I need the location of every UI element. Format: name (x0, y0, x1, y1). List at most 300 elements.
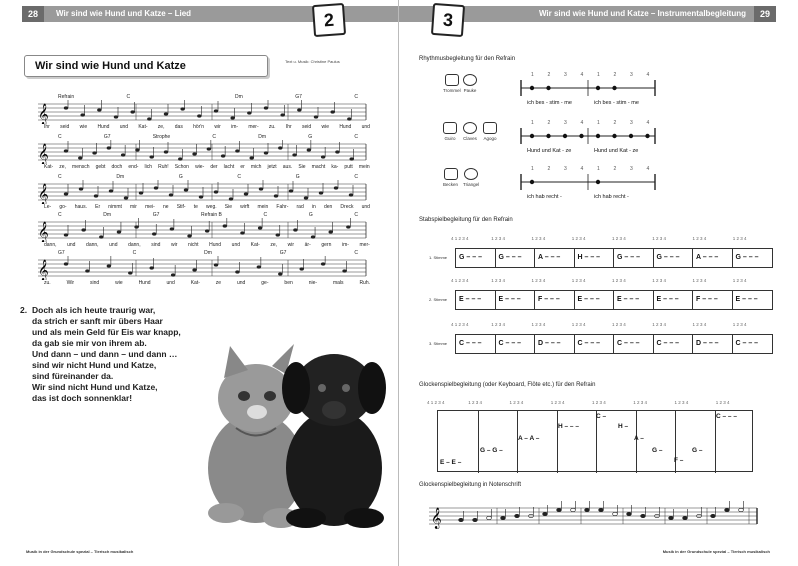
bell-note: A – (634, 435, 644, 442)
note (342, 261, 346, 273)
bar-count: 1 2 3 4 (732, 236, 747, 241)
lyric-syllable: Dreck (340, 204, 354, 210)
lyric-syllable: und (237, 280, 246, 286)
chord-symbol: C (58, 212, 62, 218)
left-page-number: 28 (22, 6, 44, 22)
note (229, 189, 233, 201)
beat-count: 2 (547, 72, 551, 78)
note (278, 140, 282, 150)
chord-symbols (58, 174, 358, 180)
bar-count: 4 1 2 3 4 (451, 236, 469, 241)
voice-label: 2. Stimme (429, 297, 448, 302)
beat-count: 1 (531, 72, 534, 78)
treble-clef-icon: 𝄞 (38, 222, 49, 242)
staff (38, 100, 368, 124)
voice-cell: E – – – (735, 296, 758, 303)
bell-note: C – – – (716, 413, 737, 420)
bell-count-row (427, 400, 757, 405)
instrument-icon (483, 122, 497, 134)
bar-count: 1 2 3 4 (571, 322, 586, 327)
verse-number: 2. (20, 305, 28, 315)
note (214, 101, 218, 113)
instrument-claves (463, 122, 477, 141)
lyric-syllable: und (361, 204, 370, 210)
beat-count: 1 (597, 72, 600, 78)
lyric-syllable: seid (60, 124, 70, 130)
book-icon-2: 2 (312, 3, 346, 37)
note (244, 184, 248, 196)
bar-count: 1 2 3 4 (692, 236, 707, 241)
beat-count: 2 (613, 72, 617, 78)
chord-symbol: Dm (116, 174, 125, 180)
note (292, 145, 296, 157)
instrument-icon (444, 168, 458, 180)
rhythm-text: ich hab recht - (594, 194, 629, 200)
lyric-syllable: dann, (86, 242, 99, 248)
right-page-number: 29 (754, 6, 776, 22)
staff-line-1 (38, 94, 370, 130)
note (641, 507, 646, 518)
beat-count: 3 (564, 166, 567, 172)
lyric-syllable: Kat- (138, 124, 148, 130)
note (184, 180, 188, 192)
lyric-syllable: zu. (44, 280, 51, 286)
staff (38, 218, 368, 242)
voice-cell: C – – – (575, 335, 615, 353)
note (501, 509, 506, 520)
note (124, 188, 128, 200)
note (154, 180, 158, 190)
lyric-syllable: mich (250, 164, 262, 170)
note (321, 256, 325, 266)
lyric-syllable: ze, (157, 124, 165, 130)
bar-count: 1 2 3 4 (692, 322, 707, 327)
treble-clef-icon: 𝄞 (38, 184, 49, 204)
lyric-syllable: mir (130, 204, 137, 210)
bar-count: 1 2 3 4 (732, 322, 747, 327)
note (64, 141, 68, 153)
note (725, 501, 730, 512)
chord-symbol: C (354, 250, 358, 256)
lyric-syllable: wie (79, 124, 88, 130)
lyric-syllable: Ihr (44, 124, 50, 130)
note (329, 222, 333, 234)
chord-symbol: C (237, 174, 242, 180)
note (64, 256, 68, 266)
note (739, 501, 744, 512)
verse-line: da strich er sanft mir übers Haar (32, 316, 163, 326)
chord-symbol: Dm (235, 94, 243, 100)
lyric-syllable: jetzt (267, 164, 277, 170)
note (276, 225, 280, 237)
lyric-syllable: end- (128, 164, 139, 170)
chord-symbol: C (354, 94, 358, 100)
beat-count: 1 (531, 120, 534, 126)
instrument-label: Claves (463, 136, 477, 141)
bell-note: H – – – (558, 423, 579, 430)
note (250, 148, 254, 160)
lyric-syllable: ne (163, 204, 169, 210)
rhythm-text: ich hab recht - (527, 194, 562, 200)
note (711, 507, 716, 518)
chord-symbols (58, 250, 358, 256)
voice-cell: F – – – (535, 291, 575, 309)
chord-symbol: G7 (58, 250, 65, 256)
note (669, 509, 674, 520)
lyric-syllable: Ihr (285, 124, 292, 130)
beat-count: 2 (613, 166, 617, 172)
song-title: Wir sind wie Hund und Katze (24, 55, 268, 77)
beat-dot (645, 134, 649, 138)
beat-dot (530, 180, 534, 184)
note (205, 221, 209, 233)
instrument-label: Triangel (463, 182, 480, 187)
lyric-syllable: Kat- (250, 242, 260, 248)
chord-symbol: G (295, 174, 300, 180)
note (171, 265, 175, 277)
note (543, 505, 548, 516)
left-header-title: Wir sind wie Hund und Katze – Lied (56, 9, 192, 18)
lyric-syllable: im- (341, 242, 349, 248)
bar-count: 4 1 2 3 4 (451, 278, 469, 283)
lyric-syllable: gebt (95, 164, 106, 170)
bell-note: C – (596, 413, 607, 420)
note (585, 501, 590, 512)
lyrics-line (44, 164, 370, 170)
verse-line: das ist doch sonnenklar! (32, 393, 133, 403)
verse-line: da gab sie mir von ihrem ab. (32, 338, 147, 348)
beat-dot (530, 134, 534, 138)
beat-count: 3 (564, 72, 567, 78)
note (214, 256, 218, 267)
note (599, 501, 604, 512)
chord-symbols (58, 134, 358, 140)
note (350, 149, 354, 161)
treble-clef-icon: 𝄞 (38, 260, 49, 280)
staff (38, 180, 368, 204)
lyric-syllable: Ruh! (158, 164, 169, 170)
note (114, 107, 118, 119)
rhythm-text: ich bes - stim - me (594, 100, 639, 106)
lyric-syllable: lacht (223, 164, 235, 170)
voice-cell: C – – – (456, 335, 496, 353)
treble-clef-icon: 𝄞 (38, 144, 49, 164)
lyric-syllable: Stif- (176, 204, 186, 210)
note (164, 104, 168, 116)
chord-symbol: C (58, 134, 62, 140)
bell-title: Glockenspielbegleitung (oder Keyboard, Flöte etc.) für den Refrain (419, 382, 596, 388)
beat-dot (546, 134, 550, 138)
chord-symbol: C (126, 94, 131, 100)
lyric-syllable: ze, (59, 164, 66, 170)
lyric-syllable: mer- (248, 124, 259, 130)
note (557, 501, 562, 512)
instrument-icon (463, 74, 477, 86)
left-footer: Musik in der Grundschule spezial – Tierisch musikalisch (26, 549, 134, 554)
verse-line: sind wir nicht Hund und Katze, (32, 360, 157, 370)
note (247, 103, 251, 115)
lyric-syllable: sind (151, 242, 161, 248)
note (78, 148, 82, 160)
note (64, 225, 68, 237)
note (349, 185, 353, 197)
beat-count: 2 (547, 120, 551, 126)
note (240, 223, 244, 235)
note (117, 222, 121, 234)
lyric-syllable: te (193, 204, 198, 210)
chord-symbol: G7 (103, 134, 111, 140)
rhythm-staff (519, 164, 659, 202)
voice-cell: A – – – (693, 249, 733, 267)
lyric-syllable: ge- (261, 280, 269, 286)
bar-count: 1 2 3 4 (491, 322, 506, 327)
voice-cell: H – – – (575, 249, 615, 267)
lyric-syllable: Kat- (190, 280, 200, 286)
bar-count: 1 2 3 4 (612, 278, 626, 283)
note (235, 141, 239, 153)
lyric-syllable: wir (287, 242, 295, 248)
chord-symbol: G7 (152, 212, 160, 218)
beat-count: 3 (630, 72, 633, 78)
chord-symbol: Dm (258, 134, 267, 140)
lyrics-line (44, 124, 370, 130)
note (613, 505, 618, 516)
note (319, 183, 323, 195)
book-icon-3: 3 (431, 3, 465, 37)
chord-symbol: C (354, 174, 358, 180)
note (207, 140, 211, 151)
bar-count: 1 2 3 4 (612, 236, 626, 241)
rhythm-text: ich bes - stim - me (527, 100, 572, 106)
beat-dot (546, 86, 550, 90)
note (334, 180, 338, 190)
bar-count: 1 2 3 4 (571, 278, 586, 283)
lyric-syllable: Le- (44, 204, 52, 210)
voice-cell: D – – – (535, 335, 575, 353)
chord-symbol: C (354, 134, 358, 140)
chord-symbol: C (263, 212, 268, 218)
bell-divider (636, 411, 637, 473)
voice-cell: G – – – (496, 249, 536, 267)
chord-symbol: Dm (103, 212, 112, 218)
beat-count: 2 (613, 120, 617, 126)
voice-cell: C – – – (614, 335, 654, 353)
note (64, 100, 68, 110)
lyric-syllable: der (210, 164, 218, 170)
treble-clef-icon: 𝄞 (38, 104, 49, 124)
lyric-syllable: ka- (331, 164, 339, 170)
instrument-label: Agogo (483, 136, 497, 141)
staff-line-4 (38, 212, 370, 248)
note (170, 219, 174, 231)
beat-dot (530, 86, 534, 90)
note (79, 180, 83, 191)
beat-count: 1 (597, 120, 600, 126)
note (307, 140, 311, 152)
note (97, 100, 101, 112)
lyrics-line (44, 204, 370, 210)
verse-line: Wir sind nicht Hund und Katze, (32, 382, 158, 392)
note (134, 218, 138, 229)
lyric-syllable: Kat- (44, 164, 54, 170)
note (459, 511, 464, 522)
beat-count: 3 (564, 120, 567, 126)
staff (38, 256, 368, 280)
bell-note: E – E – (440, 459, 462, 466)
lyric-syllable: seid (302, 124, 312, 130)
lyrics-line (44, 280, 370, 286)
lyric-syllable: und (231, 242, 241, 248)
note (199, 187, 203, 199)
note (192, 260, 196, 272)
lyric-syllable: Schon (174, 164, 189, 170)
instrument-label: Guiro (444, 136, 456, 141)
beat-dot (596, 180, 600, 184)
voice-cell: A – – – (535, 249, 575, 267)
credits: Text u. Musik: Christine Paulus (285, 59, 340, 64)
staff (38, 140, 368, 164)
instrument-pauke (463, 74, 477, 93)
chord-symbol: G (178, 174, 183, 180)
chord-symbol: G7 (295, 94, 302, 100)
beat-count: 4 (646, 166, 650, 172)
instrument-icon (445, 74, 459, 86)
bar-count: 1 2 3 4 (612, 322, 626, 327)
beat-count: 4 (580, 120, 584, 126)
lyric-syllable: wie (321, 124, 330, 130)
lyric-syllable: dann, (44, 242, 57, 248)
note (169, 185, 173, 197)
lyric-syllable: Ruh. (359, 280, 370, 286)
note (92, 143, 96, 155)
lyric-syllable: mals (332, 280, 344, 286)
beat-dot (596, 86, 600, 90)
lyric-syllable: lich (144, 164, 153, 170)
note (347, 109, 351, 121)
beat-dot (612, 86, 616, 90)
lyric-syllable: haus. (74, 204, 87, 210)
lyric-syllable: den (323, 204, 333, 210)
lyric-syllable: Hund (209, 242, 222, 248)
note (515, 507, 520, 518)
voice-table (455, 334, 773, 354)
bar-count: 1 2 3 4 (550, 400, 565, 405)
lyric-syllable: nimmt (108, 204, 122, 210)
treble-clef-icon: 𝄞 (431, 508, 442, 529)
lyric-syllable: dann, (128, 242, 141, 248)
bar-count: 1 2 3 4 (652, 236, 667, 241)
beat-count: 2 (547, 166, 551, 172)
beat-dot (629, 134, 633, 138)
chord-symbol: Dm (204, 250, 212, 256)
lyric-syllable: weg. (206, 204, 217, 210)
note (121, 145, 125, 157)
lyric-syllable: und (166, 280, 175, 286)
voice-table (455, 248, 773, 268)
voice-label: 1. Stimme (429, 255, 448, 260)
note (258, 218, 262, 230)
beat-dot (596, 134, 600, 138)
lyric-syllable: nie- (308, 280, 318, 286)
note (147, 109, 151, 121)
bell-note: G – (692, 447, 703, 454)
note (346, 218, 350, 229)
right-footer: Musik in der Grundschule spezial – Tierisch musikalisch (662, 549, 770, 554)
chord-symbol: Strophe (152, 134, 171, 140)
voice-cell: F – – – (693, 291, 733, 309)
bell-divider (557, 411, 558, 473)
note (304, 188, 308, 200)
note (278, 264, 282, 276)
voice-cell: G – – – (614, 249, 654, 267)
instrument-trommel (443, 74, 461, 93)
bar-count: 1 2 3 4 (592, 400, 606, 405)
note (223, 218, 227, 228)
right-page (399, 0, 798, 566)
voice-cell: G – – – (456, 249, 496, 267)
voice-cell: E – – – (654, 291, 694, 309)
beat-dot (563, 134, 567, 138)
bar-count: 1 2 3 4 (652, 278, 667, 283)
voice-cell: C – – – (654, 335, 694, 353)
voice-cell: C – – – (496, 335, 536, 353)
cat-dog-plush-photo (196, 318, 386, 530)
chord-symbol: C (354, 212, 358, 218)
lyric-syllable: putt (344, 164, 353, 170)
note (187, 226, 191, 238)
voice-table (455, 290, 773, 310)
bar-count: 4 1 2 3 4 (427, 400, 445, 405)
voice-cell: C – – – (735, 340, 759, 347)
notation-title: Glockenspielbegleitung in Notenschrift (419, 482, 522, 488)
instrument-icon (464, 168, 478, 180)
lyric-syllable: wirft (240, 204, 250, 210)
lyric-syllable: wir (170, 242, 178, 248)
count-row (451, 236, 773, 241)
note (264, 143, 268, 155)
bar-count: 1 2 3 4 (715, 400, 730, 405)
lyric-syllable: gern (321, 242, 332, 248)
bell-table (437, 410, 753, 472)
beat-dot (612, 134, 616, 138)
note (314, 107, 318, 119)
bar-count: 1 2 3 4 (491, 278, 506, 283)
staff-line-5 (38, 250, 370, 286)
note (683, 509, 688, 520)
bell-note: F – (674, 457, 684, 464)
lyric-syllable: Hund (339, 124, 352, 130)
beat-dot (579, 134, 583, 138)
chord-symbol: G (308, 134, 313, 140)
verse-2 (20, 305, 181, 404)
note (64, 184, 68, 196)
instrument-icon (443, 122, 457, 134)
bar-count: 1 2 3 4 (674, 400, 689, 405)
lyric-syllable: und (119, 124, 129, 130)
bell-note: G – (652, 447, 663, 454)
note (259, 180, 263, 191)
instrument-label: Trommel (443, 88, 461, 93)
lyric-syllable: er (240, 164, 245, 170)
note (627, 505, 632, 516)
note (571, 501, 576, 512)
instrument-becken (443, 168, 458, 187)
verse-lines (32, 305, 181, 404)
staff-line-3 (38, 174, 370, 210)
beat-count: 1 (531, 166, 534, 172)
instrument-icon (463, 122, 477, 134)
voice-label: 3. Stimme (429, 341, 448, 346)
